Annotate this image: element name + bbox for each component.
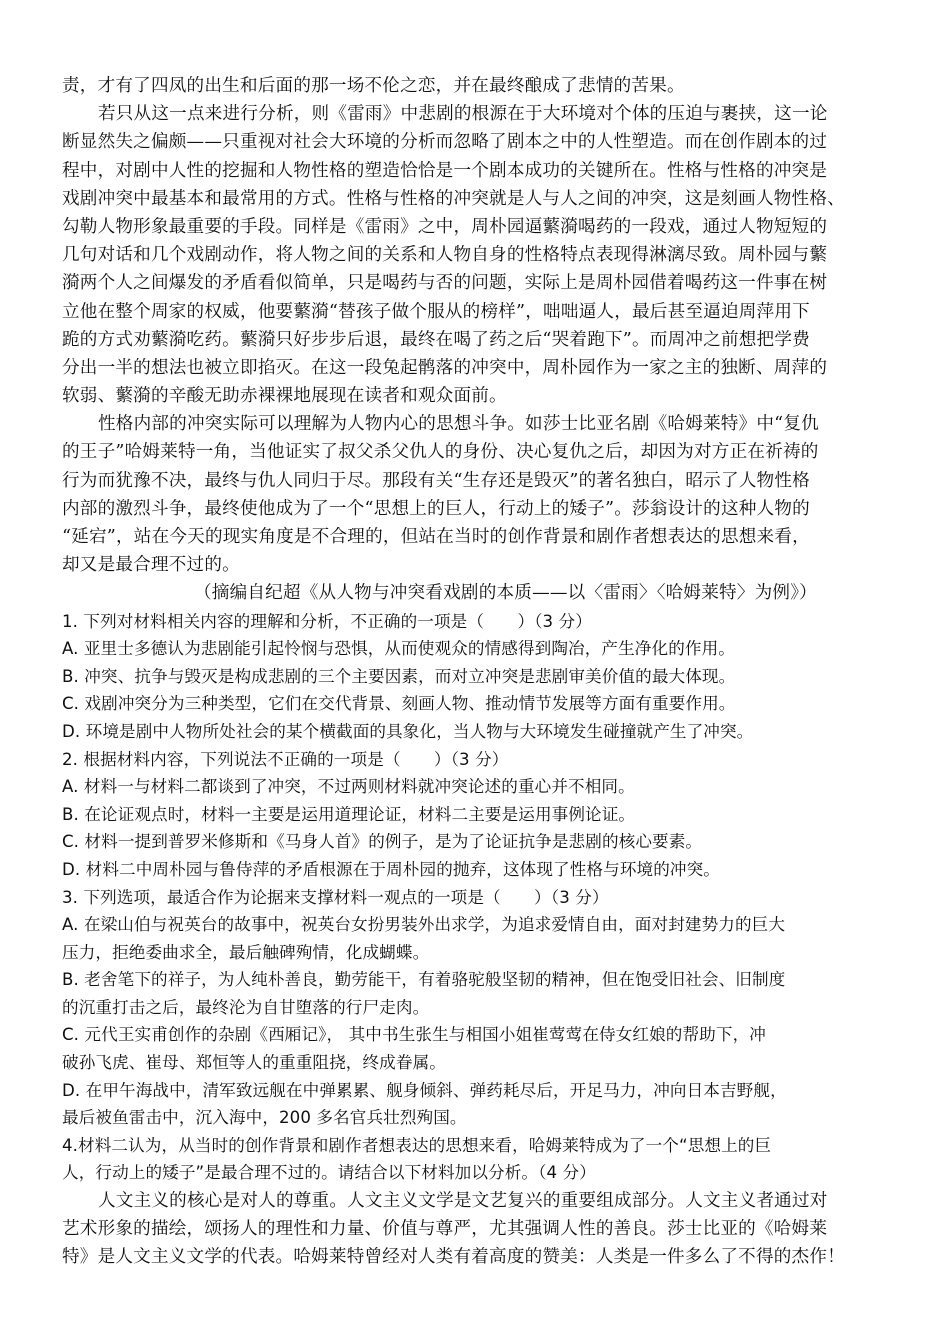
passage-line: “延宕”，站在今天的现实角度是不合理的，但站在当时的创作背景和剧作者想表达的思想来看，: [62, 527, 810, 547]
question-option-d: D. 环境是剧中人物所处社会的某个横截面的具象化，当人物与大环境发生碰撞就产生了冲突。: [62, 721, 754, 741]
exam-page: [62, 72, 892, 1272]
question-option-b: B. 冲突、抗争与毁灭是构成悲剧的三个主要因素，而对立冲突是悲剧审美价值的最大体现。: [62, 666, 736, 686]
question-3: [62, 884, 892, 1132]
supplement-line: 人文主义的核心是对人的尊重。人文主义文学是文艺复兴的重要组成部分。人文主义者通过对: [98, 1191, 828, 1212]
passage-line: 断显然失之偏颇——只重视对社会大环境的分析而忽略了剧本之中的人性塑造。而在创作剧本的过: [62, 132, 828, 153]
passage-line: 戏剧冲突中最基本和最常用的方式。性格与性格的冲突就是人与人之间的冲突，这是刻画人物性格、: [62, 188, 845, 209]
question-option-a: A. 亚里士多德认为悲剧能引起怜悯与恐惧，从而使观众的情感得到陶冶，产生净化的作用。: [62, 639, 735, 659]
passage-line: 性格内部的冲突实际可以理解为人物内心的思想斗争。如莎士比亚名剧《哈姆莱特》中“复仇: [98, 414, 819, 435]
passage-source: （摘编自纪超《从人物与冲突看戏剧的本质——以〈雷雨〉〈哈姆莱特〉为例》）: [194, 583, 817, 604]
passage-line: 立他在整个周家的权威，他要蘩漪“替孩子做个服从的榜样”，咄咄逼人，最后甚至逼迫周萍用下: [62, 301, 810, 322]
supplement-line: 艺术形象的描绘，颂扬人的理性和力量、价值与尊严，尤其强调人性的善良。莎士比亚的《哈姆莱: [62, 1219, 828, 1240]
question-option-c-cont: 破孙飞虎、崔母、郑恒等人的重重阻挠，终成眷属。: [62, 1053, 446, 1073]
question-option-a: A. 材料一与材料二都谈到了冲突，不过两则材料就冲突论述的重心并不相同。: [62, 777, 635, 797]
passage-line: 内部的激烈斗争，最终使他成为了一个“思想上的巨人，行动上的矮子”。莎翁设计的这种人物的: [62, 498, 810, 519]
question-option-d: D. 材料二中周朴园与鲁侍萍的矛盾根源在于周朴园的抛弃，这体现了性格与环境的冲突。: [62, 859, 720, 879]
supplement-line: 特》是人文主义文学的代表。哈姆莱特曾经对人类有着高度的赞美：人类是一件多么了不得的杰作！: [62, 1247, 845, 1268]
question-option-b: B. 老舍笔下的祥子，为人纯朴善良，勤劳能干，有着骆驼般坚韧的精神，但在饱受旧社会、旧制度: [62, 970, 786, 990]
supplement-material: [62, 1187, 892, 1272]
passage-line: 却又是最合理不过的。: [62, 555, 240, 576]
passage-line: 软弱、蘩漪的辛酸无助赤裸裸地展现在读者和观众面前。: [62, 386, 507, 407]
passage-line: 分出一半的想法也被立即掐灭。在这一段兔起鹘落的冲突中，周朴园作为一家之主的独断、周萍的: [62, 357, 828, 378]
passage-line: 漪两个人之间爆发的矛盾看似简单，只是喝药与否的问题，实际上是周朴园借着喝药这一件事在树: [62, 273, 828, 294]
question-4: [62, 1132, 892, 1187]
passage-line: 行为而犹豫不决，最终与仇人同归于尽。那段有关“生存还是毁灭”的著名独白，昭示了人物性格: [62, 470, 810, 491]
question-option-a-cont: 压力，拒绝委曲求全，最后触碑殉情，化成蝴蝶。: [62, 942, 430, 962]
passage-line: 责，才有了四凤的出生和后面的那一场不伦之恋，并在最终酿成了悲情的苦果。: [62, 76, 685, 96]
passage-line: 的王子”哈姆莱特一角，当他证实了叔父杀父仇人的身份、决心复仇之后，却因为对方正在祈祷的: [62, 442, 819, 463]
question-stem: 3. 下列选项，最适合作为论据来支撑材料一观点的一项是（ ）（3 分）: [62, 887, 609, 907]
question-option-b: B. 在论证观点时，材料一主要是运用道理论证，材料二主要是运用事例论证。: [62, 804, 636, 824]
passage-line: 程中，对剧中人性的挖掘和人物性格的塑造恰恰是一个剧本成功的关键所在。性格与性格的冲突是: [62, 160, 828, 181]
passage-line: 若只从这一点来进行分析，则《雷雨》中悲剧的根源在于大环境对个体的压迫与裹挟，这一论: [98, 104, 828, 125]
question-2: [62, 746, 892, 884]
passage-line: 勾勒人物形象最重要的手段。同样是《雷雨》之中，周朴园逼蘩漪喝药的一段戏，通过人物短短的: [62, 216, 828, 237]
question-option-c: C. 元代王实甫创作的杂剧《西厢记》， 其中书生张生与相国小姐崔莺莺在侍女红娘的帮助下，冲: [62, 1025, 766, 1045]
passage-line: 几句对话和几个戏剧动作，将人物之间的关系和人物自身的性格特点表现得淋漓尽致。周朴园与蘩: [62, 245, 828, 266]
passage: [62, 72, 892, 608]
question-stem: 1. 下列对材料相关内容的理解和分析，不正确的一项是（ ）（3 分）: [62, 611, 592, 631]
passage-line: 跪的方式劝蘩漪吃药。蘩漪只好步步后退，最终在喝了药之后“哭着跑下”。而周冲之前想把学费: [62, 329, 810, 350]
question-1: [62, 608, 892, 746]
question-stem: 4.材料二认为，从当时的创作背景和剧作者想表达的思想来看，哈姆莱特成为了一个“思想上的巨: [62, 1135, 772, 1155]
question-option-c: C. 戏剧冲突分为三种类型，它们在交代背景、刻画人物、推动情节发展等方面有重要作用。: [62, 694, 736, 714]
question-option-d: D. 在甲午海战中，清军致远舰在中弹累累、舰身倾斜、弹药耗尽后，开足马力，冲向日本吉野舰，: [62, 1080, 787, 1100]
question-stem-cont: 人，行动上的矮子”是最合理不过的。请结合以下材料加以分析。（4 分）: [62, 1163, 596, 1183]
question-stem: 2. 根据材料内容，下列说法不正确的一项是（ ）（3 分）: [62, 749, 509, 769]
question-option-d-cont: 最后被鱼雷击中，沉入海中，200 多名官兵壮烈殉国。: [62, 1108, 467, 1128]
question-option-b-cont: 的沉重打击之后，最终沦为自甘堕落的行尸走肉。: [62, 997, 430, 1017]
question-option-a: A. 在梁山伯与祝英台的故事中，祝英台女扮男装外出求学，为追求爱情自由，面对封建势力的巨大: [62, 915, 786, 935]
question-option-c: C. 材料一提到普罗米修斯和《马身人首》的例子，是为了论证抗争是悲剧的核心要素。: [62, 832, 703, 852]
